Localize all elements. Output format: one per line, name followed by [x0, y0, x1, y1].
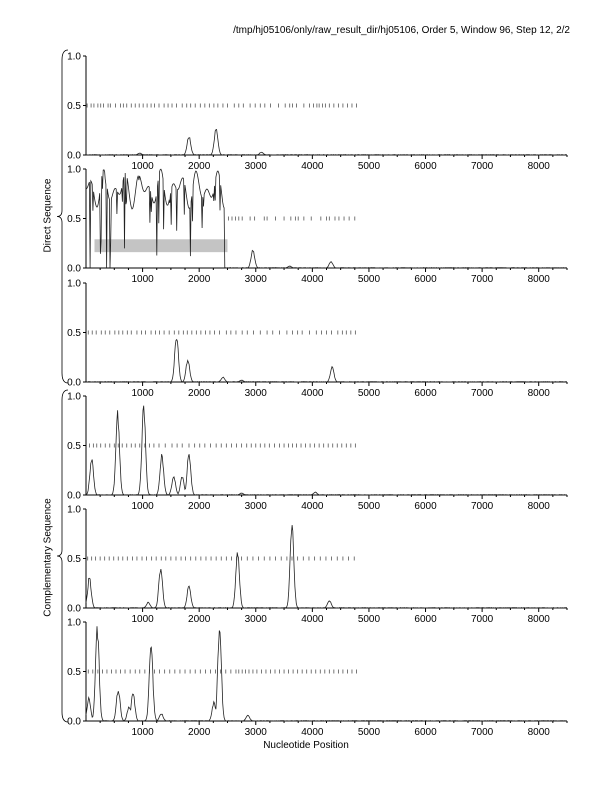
x-tick-label: 4000 — [301, 501, 324, 512]
x-tick-label: 3000 — [244, 501, 267, 512]
x-tick-label: 5000 — [357, 161, 381, 172]
x-tick-label: 2000 — [188, 501, 211, 512]
x-tick-label: 2000 — [188, 727, 211, 738]
x-tick-label: 8000 — [527, 161, 550, 172]
x-tick-label: 7000 — [470, 161, 494, 172]
x-tick-label: 2000 — [188, 614, 211, 625]
x-tick-label: 6000 — [414, 614, 437, 625]
y-tick-label: 1.0 — [67, 617, 81, 629]
x-tick-label: 7000 — [470, 501, 494, 512]
direct-sequence-label: Direct Sequence — [42, 178, 54, 253]
plot-title: /tmp/hj05106/only/raw_result_dir/hj05106, Order 5, Window 96, Step 12, 2/2 — [233, 25, 570, 36]
x-tick-label: 1000 — [131, 501, 154, 512]
x-tick-label: 2000 — [188, 274, 211, 285]
y-tick-label: 0.5 — [67, 554, 81, 565]
x-tick-label: 4000 — [301, 727, 324, 738]
x-tick-label: 5000 — [357, 727, 381, 738]
x-tick-label: 6000 — [414, 388, 437, 399]
y-tick-label: 1.0 — [67, 51, 81, 63]
x-tick-label: 5000 — [357, 614, 381, 625]
coding-trace — [86, 626, 567, 721]
x-tick-label: 4000 — [301, 161, 324, 172]
y-tick-label: 1.0 — [67, 504, 81, 516]
complementary-sequence-label: Complementary Sequence — [42, 498, 54, 617]
x-tick-label: 5000 — [357, 501, 381, 512]
y-tick-label: 1.0 — [67, 164, 81, 176]
highlight-band — [94, 239, 227, 252]
y-tick-label: 0.0 — [67, 490, 81, 502]
y-tick-label: 1.0 — [67, 278, 81, 290]
x-tick-label: 3000 — [244, 388, 267, 399]
x-tick-label: 4000 — [301, 614, 324, 625]
x-axis-label: Nucleotide Position — [263, 740, 349, 751]
x-tick-label: 8000 — [527, 274, 550, 285]
coding-trace — [86, 525, 567, 608]
x-tick-label: 4000 — [301, 388, 324, 399]
x-tick-label: 8000 — [527, 388, 550, 399]
x-tick-label: 3000 — [244, 274, 267, 285]
x-tick-label: 1000 — [131, 274, 154, 285]
x-tick-label: 5000 — [357, 274, 381, 285]
x-tick-label: 1000 — [131, 727, 154, 738]
coding-trace — [86, 340, 567, 382]
x-tick-label: 3000 — [244, 161, 267, 172]
x-tick-label: 6000 — [414, 274, 437, 285]
x-tick-label: 4000 — [301, 274, 324, 285]
y-tick-label: 0.5 — [67, 214, 81, 225]
coding-trace — [86, 130, 567, 156]
y-tick-label: 0.5 — [67, 328, 81, 339]
x-tick-label: 3000 — [244, 614, 267, 625]
y-tick-label: 0.5 — [67, 441, 81, 452]
x-tick-label: 5000 — [357, 388, 381, 399]
x-tick-label: 1000 — [131, 161, 154, 172]
x-tick-label: 6000 — [414, 501, 437, 512]
x-tick-label: 7000 — [470, 388, 494, 399]
y-tick-label: 0.5 — [67, 101, 81, 112]
coding-trace — [86, 406, 567, 495]
x-tick-label: 2000 — [188, 161, 211, 172]
y-tick-label: 0.0 — [67, 263, 81, 275]
x-tick-label: 7000 — [470, 727, 494, 738]
x-tick-label: 7000 — [470, 274, 494, 285]
x-tick-label: 2000 — [188, 388, 211, 399]
y-tick-label: 0.5 — [67, 667, 81, 678]
x-tick-label: 3000 — [244, 727, 267, 738]
x-tick-label: 8000 — [527, 614, 550, 625]
y-tick-label: 0.0 — [67, 716, 81, 728]
y-tick-label: 0.0 — [67, 377, 81, 389]
y-tick-label: 0.0 — [67, 603, 81, 615]
x-tick-label: 8000 — [527, 727, 550, 738]
y-tick-label: 0.0 — [67, 150, 81, 162]
x-tick-label: 7000 — [470, 614, 494, 625]
x-tick-label: 8000 — [527, 501, 550, 512]
x-tick-label: 1000 — [131, 388, 154, 399]
y-tick-label: 1.0 — [67, 391, 81, 403]
x-tick-label: 6000 — [414, 161, 437, 172]
x-tick-label: 6000 — [414, 727, 437, 738]
x-tick-label: 1000 — [131, 614, 154, 625]
